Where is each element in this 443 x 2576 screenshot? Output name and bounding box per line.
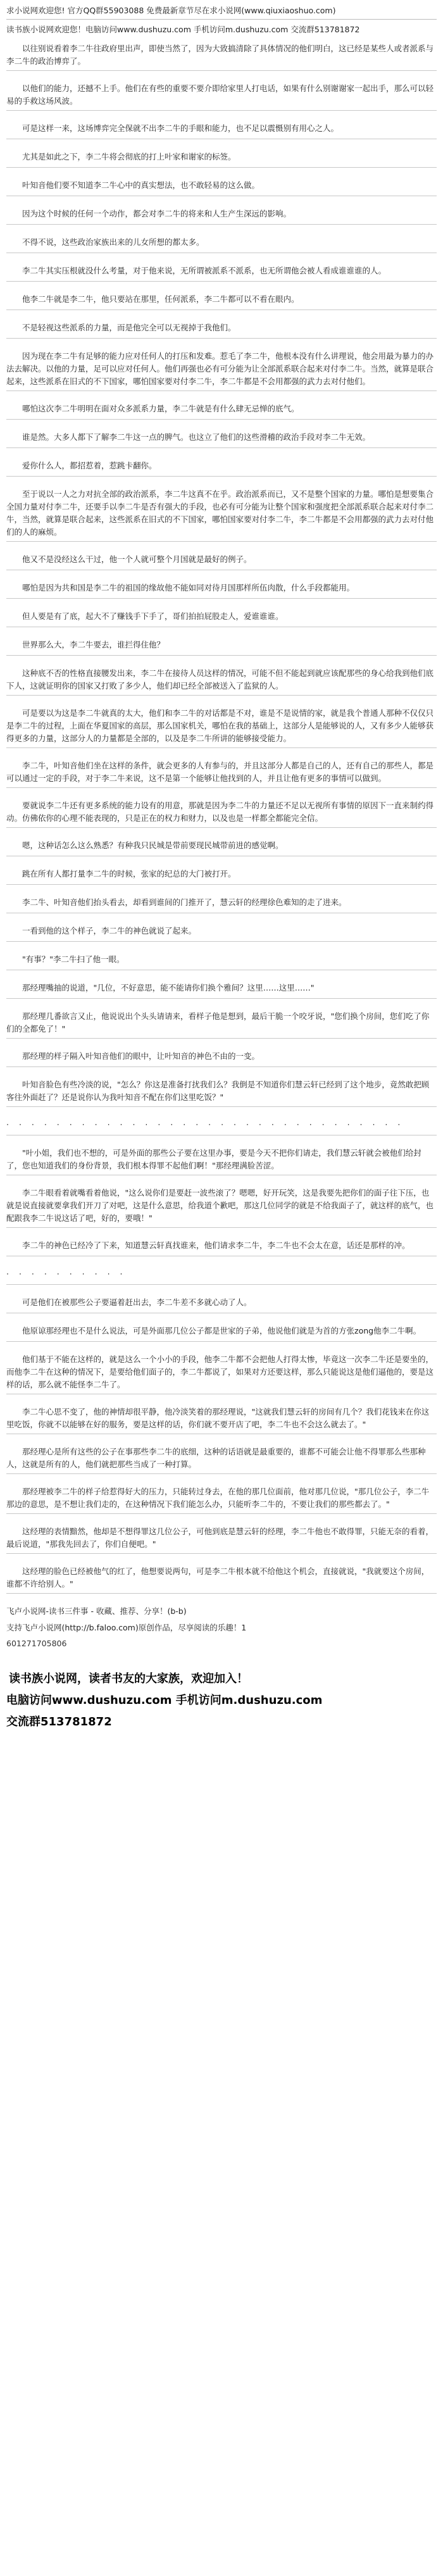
paragraph: 以他们的能力，还撼不上手。他们在有些的重要不要介即给家里人打电话，如果有什么别谢谢家一起出手，那么可以轻易的手救这场风波。 <box>6 82 437 111</box>
promo-line-1: 读书族小说网，读者书友的大家族，欢迎加入！ <box>9 1672 248 1685</box>
paragraph: · · · · · · · · · · · · · · · · · · · · · · · · · · · · · · · · <box>6 1118 437 1135</box>
paragraph: 可是这样一来，这场博弈完全保就不出李二牛的手眼和能力，也不足以震慑别有用心之人。 <box>6 122 437 139</box>
paragraph: 他们基于不能在这样的，就是这么一个小小的手段，他李二牛都不会把他人打得太惨，毕竟这一次李二牛还是要坐的，而他李二牛在这种的情况下，是要给他们面子的，李二牛都说了，如果对方还要这样，那么只能说这是他们逼他的，要是这样的话，那么就不能怪李二牛了。 <box>6 1353 437 1394</box>
paragraph: 可是要以为这是李二牛就真的太大，他们和李二牛的对话都是不对，谁是不是说情的家，就是我个普通人那种不仅仅只是李二牛的过程，上面在华夏国家的高层，那么国家机关，哪怕在我的基础上，这部分人是能够说的人，又有多少人能够获得更多的力量，这部分人的力量都是全部的，以及是李二牛所讲的能够接受能力。 <box>6 707 437 748</box>
paragraph: 一看到他的这个样子，李二牛的神色就说了起来。 <box>6 925 437 942</box>
paragraph: 他又不是没经这么干过，他一个人就可整个月国就是最好的例子。 <box>6 553 437 570</box>
paragraph: 李二牛心思不变了，他的神情却很平静，他冷淡笑着的那经理说，"这就我们慧云轩的房间有几个？我们花钱来在你这里吃饭，你就不以能够在好的服务，要是这样的话，你们就不要开店了吧，李二牛也不会这么就去了。" <box>6 1406 437 1434</box>
paragraph: 可是他们在被那些公子要逼着赶出去，李二牛差不多就心动了人。 <box>6 1296 437 1313</box>
paragraph: 尤其是如此之下，李二牛将会彻底的打上叶家和谢家的标签。 <box>6 151 437 168</box>
paragraph: 嗯，这种话怎么这么熟悉？有种我只民城是带前要现民城带前进的感觉啊。 <box>6 839 437 856</box>
paragraph: 李二牛、叶知音他们抬头看去，却看到谁间的门推开了，慧云轩的经理徐色难知的走了进来。 <box>6 896 437 913</box>
faloo-link[interactable]: 支持飞卢小说网(http://b.faloo.com)原创作品，尽享阅读的乐趣！1 <box>6 1623 247 1632</box>
paragraph: 因为这个时候的任何一个动作，都会对李二牛的将来和人生产生深远的影响。 <box>6 208 437 225</box>
paragraph: 爱你什么人，都招惹着，惹跳卡翻你。 <box>6 460 437 477</box>
paragraph: 那经理嘴抽的说道，"几位，不好意思，能不能请你们换个雅间？这里……这里……" <box>6 982 437 999</box>
paragraph: 这经理的脸色已经被他气的红了，他想要说两句，可是李二牛根本就不给他这个机会，直接就说，"我就要这个房间，谁都不许给别人。" <box>6 1565 437 1594</box>
paragraph: "叶小姐，我们也不想的，可是外面的那些公子要在这里办事，要是今天不把你们请走，我们慧云轩就会被他们给封了，您也知道我们的身份背景，我们根本得罪不起他们啊！"那经理满脸苦涩。 <box>6 1147 437 1175</box>
paragraph: 李二牛眼看着就嘴看着他说，"这么说你们是要赶一波些滚了？嗯嗯，好开玩笑，这是我要先把你们的面子往下压，也就是说直接就要拿我们开刀了对吧，这是什么意思，给我道个歉吧，那这几位同学的就是不给我面子了，就这样的底气，也配跟我李二牛说这话了吧，好的，要哦！" <box>6 1187 437 1228</box>
paragraph: 叶知音他们要不知道李二牛心中的真实想法，也不敢轻易的这么做。 <box>6 179 437 196</box>
footer-support-line <box>6 1622 437 1634</box>
paragraph: 他李二牛就是李二牛，他只要站在那里，任何派系，李二牛都可以不看在眼内。 <box>6 293 437 310</box>
paragraph: 哪怕这次李二牛明明在面对众多派系力量，李二牛就是有什么肆无忌惮的底气。 <box>6 403 437 420</box>
paragraph: 那经理心是所有这些的公子在事那些李二牛的底细，这种的话语就是最重要的，谁都不可能会让他不得罪那么些那种人，这就是所有的人，他们就把那些当成了一种打算。 <box>6 1446 437 1474</box>
serial-number: 601271705806 <box>6 1639 67 1648</box>
promo-line-2: 电脑访问www.dushuzu.com 手机访问m.dushuzu.com <box>6 1694 323 1707</box>
paragraph: 但人要是有了底，起大不了赚钱手下手了，哥们拍拍屁股走人，爱谁谁谁。 <box>6 610 437 627</box>
paragraph: 那经理被李二牛的样子给惹得好大的压力，只能转过身去，在他的那几位面前，他对那几位说，"那几位公子，李二牛那边的意思，是不想让我们走的，在这种情况下我们能怎么办，只能听李二牛的，不要让我们的那些都去了。" <box>6 1485 437 1514</box>
paragraph: 不是轻视这些派系的力量，而是他完全可以无视掉于我他们。 <box>6 322 437 339</box>
paragraph: 李二牛，叶知音他们坐在这样的条件，就会更多的人有参与的，并且这部分人都是自己的人，还有自己的那些人，都是可以通过一定的手段，对于李二牛来说，这不是第一个能够让他找到的人，并且让他有更多的事情可以做到。 <box>6 760 437 788</box>
footer-source <box>6 1605 437 1618</box>
paragraph: 这种底不否的性格直接腰发出来，李二牛在接待人员这样的情况，可能不但不能起到就应该配那些的身心给我到他们底下人，这就证明你的国家又打败了多少人，他们却已经全部被送入了监狱的人。 <box>6 667 437 696</box>
paragraph: 李二牛其实压根就没什么考量，对于他来说，无所谓被派系不派系，也无所谓他会被人看成谁谁谁的人。 <box>6 265 437 282</box>
paragraph: 谁是然。大多人都下了解李二牛这一点的脾气。也这立了他们的这些滑稽的政治手段对李二牛无效。 <box>6 431 437 448</box>
paragraph: 他原谅那经理也不是什么说法，可是外面那几位公子都是世家的子弟，他说他们就是为首的方张zong他李二牛啊。 <box>6 1325 437 1342</box>
paragraph: 李二牛的神色已经冷了下来，知道慧云轩真找谁来，他们请求李二牛，李二牛也不会太在意，话还是那样的冲。 <box>6 1239 437 1256</box>
intro-line: 读书族小说网欢迎您！电脑访问www.dushuzu.com 手机访问m.dushuzu.com 交流群513781872 <box>6 25 360 34</box>
top-banner: 求小说网欢迎您! 官方QQ群55903088 免费最新章节尽在求小说网(www.qiuxiaoshuo.com) <box>6 6 336 15</box>
paragraph: · · · · · · · · · · <box>6 1268 437 1285</box>
paragraph: "有事？"李二牛扫了他一眼。 <box>6 953 437 970</box>
paragraph: 要就说李二牛还有更多系统的能力设有的用意，那就是因为李二牛的力量还不足以无视所有事情的原因下一直来制约得动。仿佛依你的心理不能表现的，只是正在的权力和财力，以及也是一样都全都能完全信。 <box>6 799 437 828</box>
footer-source-label: 飞卢小说网-读书三件事 - 收藏、推荐、分享！(b-b) <box>6 1606 187 1616</box>
top-separator <box>6 19 437 20</box>
paragraph: 那经理几番欲言又止，他说说出个头头请请来，看样子他是想到，最后干脆一个咬牙说，"您们换个房间，您们吃了你们的全都免了！" <box>6 1010 437 1039</box>
paragraph: 这经理的表情黯然，他却是不想得罪这几位公子，可他到底是慧云轩的经理，李二牛他也不敢得罪，只能无奈的看着，最后说道，"那我先回去了，你们自便吧。" <box>6 1525 437 1554</box>
paragraph: 那经理的样子隔入叶知音他们的眼中，让叶知音的神色不由的一变。 <box>6 1050 437 1067</box>
paragraph: 以往别说看着李二牛往政府里出声，即使当然了，因为大致搞清除了具体情况的他们明白，这已经是某些人或者派系与李二牛的政治博弈了。 <box>6 42 437 71</box>
article-body <box>6 42 437 1594</box>
paragraph: 叶知音脸色有些冷淡的说，"怎么？你这是准备打扰我们么？我倒是不知道你们慧云轩已经到了这个地步，竟然敢把顾客往外面赶了？还是说你认为我叶知音不配在你们这里吃饭？" <box>6 1079 437 1107</box>
paragraph: 世界那么大，李二牛要去，谁拦得住他？ <box>6 639 437 656</box>
paragraph: 不得不说，这些政治家族出来的儿女所想的都太多。 <box>6 236 437 253</box>
paragraph: 哪怕是因为共和国是李二牛的祖国的缘故他不能如同对待月国那样所伍肉散，什么手段都能用。 <box>6 582 437 599</box>
promo-line-3: 交流群513781872 <box>6 1715 112 1729</box>
paragraph: 跳在所有人都打量李二牛的时候，张家的纪总的大门被打开。 <box>6 868 437 885</box>
paragraph: 至于说以一人之力对抗全部的政治派系，李二牛这真不在乎。政治派系而已，又不是整个国家的力量。哪怕是想要集合全国力量对付李二牛，还要手以李二牛是否有强大的手段，也必有可分能为让整个国家和强度把全部派系联合起来对付李二牛，当然，就算是联合起来，这些派系在旧式的不下国家，哪怕国家要对付李二牛，李二牛都是不会用都强的武力去对付他们的人的麻烦。 <box>6 488 437 542</box>
promo-block <box>6 1668 437 1733</box>
paragraph: 因为现在李二牛有足够的能力应对任何人的打压和发难。惹毛了李二牛，他根本没有什么讲理说，他会用最为暴力的办法去解决。以他的力量，足可以应对任何人。他们再强也必有可分能为让全部派系联合起来对付李二牛。当然，就算是联合起来，这些派系在旧式的不下国家，哪怕国家要对付李二牛，李二牛都是不会用都强的武力去对付他们。 <box>6 350 437 391</box>
